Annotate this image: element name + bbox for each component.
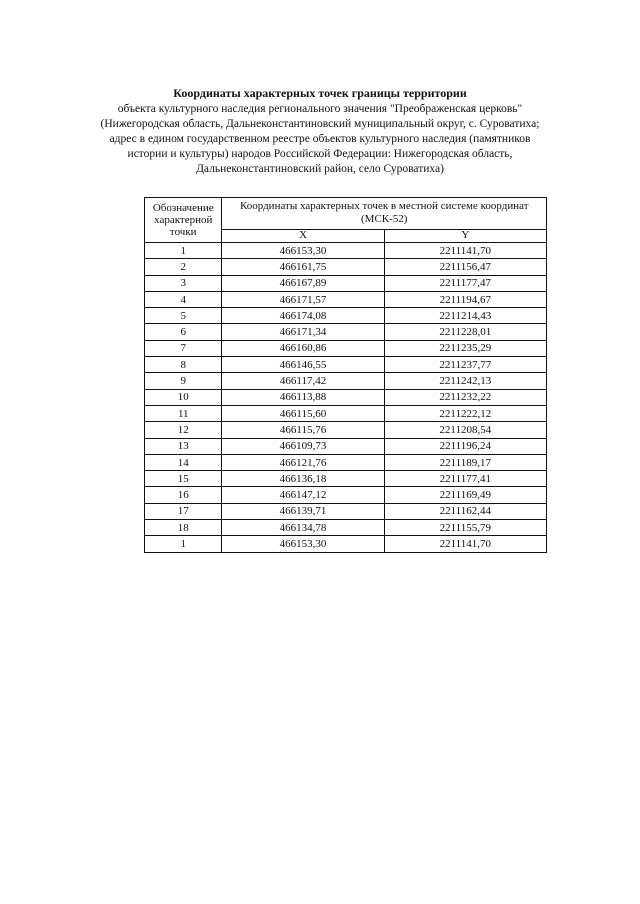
table-row	[145, 275, 547, 291]
x-cell: 466160,86	[222, 340, 384, 356]
y-cell: 2211232,22	[384, 389, 546, 405]
header-y: Y	[384, 229, 546, 242]
y-cell: 2211242,13	[384, 373, 546, 389]
x-cell: 466121,76	[222, 454, 384, 470]
subtitle-line: объекта культурного наследия регионального значения "Преображенская церковь"	[117, 103, 523, 115]
x-cell: 466109,73	[222, 438, 384, 454]
point-cell: 13	[145, 438, 222, 454]
y-cell: 2211194,67	[384, 291, 546, 307]
point-cell: 7	[145, 340, 222, 356]
point-cell: 5	[145, 308, 222, 324]
table-row	[145, 259, 547, 275]
point-cell: 17	[145, 503, 222, 519]
y-cell: 2211162,44	[384, 503, 546, 519]
y-cell: 2211196,24	[384, 438, 546, 454]
x-cell: 466174,08	[222, 308, 384, 324]
subtitle-line: истории и культуры) народов Российской Федерации: Нижегородская область,	[127, 148, 513, 160]
x-cell: 466139,71	[222, 503, 384, 519]
table-row	[145, 536, 547, 552]
table-row	[145, 389, 547, 405]
x-cell: 466136,18	[222, 471, 384, 487]
table-row	[145, 471, 547, 487]
table-row	[145, 308, 547, 324]
point-cell: 1	[145, 243, 222, 259]
x-cell: 466115,76	[222, 422, 384, 438]
point-cell: 12	[145, 422, 222, 438]
y-cell: 2211235,29	[384, 340, 546, 356]
header-x: X	[222, 229, 384, 242]
y-cell: 2211222,12	[384, 405, 546, 421]
table-row	[145, 340, 547, 356]
x-cell: 466147,12	[222, 487, 384, 503]
x-cell: 466153,30	[222, 536, 384, 552]
subtitle-line: Дальнеконстантиновский район, село Суроватиха)	[196, 163, 444, 175]
point-cell: 15	[145, 471, 222, 487]
header-coordinates: Координаты характерных точек в местной системе координат (МСК-52)	[222, 198, 547, 230]
x-cell: 466134,78	[222, 520, 384, 536]
y-cell: 2211189,17	[384, 454, 546, 470]
point-cell: 16	[145, 487, 222, 503]
y-cell: 2211156,47	[384, 259, 546, 275]
table-row	[145, 438, 547, 454]
point-cell: 1	[145, 536, 222, 552]
table-body	[145, 243, 547, 553]
document-header	[60, 86, 580, 177]
x-cell: 466117,42	[222, 373, 384, 389]
point-cell: 14	[145, 454, 222, 470]
x-cell: 466153,30	[222, 243, 384, 259]
subtitle-line: адрес в едином государственном реестре объектов культурного наследия (памятников	[109, 133, 531, 145]
y-cell: 2211228,01	[384, 324, 546, 340]
point-cell: 10	[145, 389, 222, 405]
subtitle-line: (Нижегородская область, Дальнеконстантиновский муниципальный округ, с. Суроватиха;	[100, 118, 540, 130]
x-cell: 466167,89	[222, 275, 384, 291]
table-row	[145, 520, 547, 536]
table-row	[145, 422, 547, 438]
x-cell: 466161,75	[222, 259, 384, 275]
x-cell: 466146,55	[222, 357, 384, 373]
x-cell: 466171,34	[222, 324, 384, 340]
y-cell: 2211141,70	[384, 536, 546, 552]
point-cell: 18	[145, 520, 222, 536]
table-row	[145, 243, 547, 259]
point-cell: 4	[145, 291, 222, 307]
x-cell: 466171,57	[222, 291, 384, 307]
point-cell: 6	[145, 324, 222, 340]
table-row	[145, 324, 547, 340]
y-cell: 2211177,41	[384, 471, 546, 487]
header-point: Обозначение характерной точки	[145, 198, 222, 243]
point-cell: 8	[145, 357, 222, 373]
point-cell: 3	[145, 275, 222, 291]
y-cell: 2211169,49	[384, 487, 546, 503]
point-cell: 11	[145, 405, 222, 421]
x-cell: 466113,88	[222, 389, 384, 405]
point-cell: 9	[145, 373, 222, 389]
y-cell: 2211155,79	[384, 520, 546, 536]
table-row	[145, 291, 547, 307]
point-cell: 2	[145, 259, 222, 275]
y-cell: 2211177,47	[384, 275, 546, 291]
x-cell: 466115,60	[222, 405, 384, 421]
table-row	[145, 357, 547, 373]
table-row	[145, 405, 547, 421]
y-cell: 2211141,70	[384, 243, 546, 259]
y-cell: 2211237,77	[384, 357, 546, 373]
table-row	[145, 373, 547, 389]
y-cell: 2211208,54	[384, 422, 546, 438]
document-title: Координаты характерных точек границы территории	[173, 86, 467, 100]
y-cell: 2211214,43	[384, 308, 546, 324]
table-row	[145, 503, 547, 519]
table-row	[145, 487, 547, 503]
coordinates-table	[144, 197, 547, 553]
table-row	[145, 454, 547, 470]
